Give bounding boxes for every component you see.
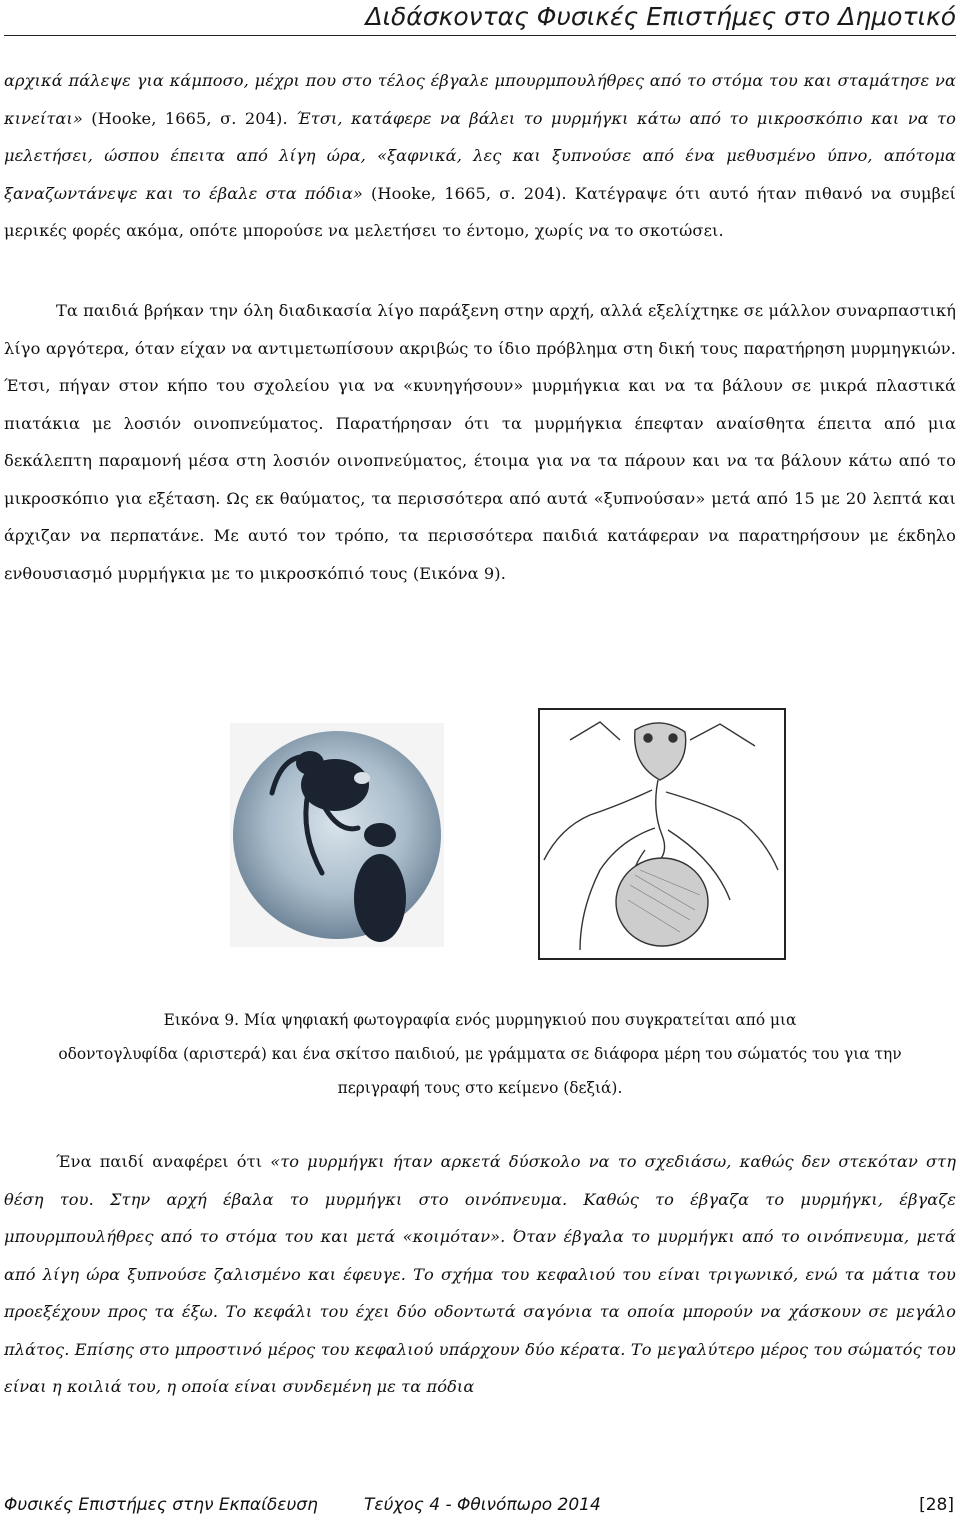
quote-text: Έτσι, κατάφερε να βάλει το μυρμήγκι κάτω από το μικροσκόπιο και να το μελετήσει, ώσπου έπειτα από λίγη ώρα, «ξαφνικά, λες και ξυπνούσε από ένα μεθυσμένο ύπνο, απότομα ξαναζωντάνεψε και το έβαλε στα πόδια» bbox=[4, 108, 957, 203]
paragraph-children-observation: Τα παιδιά βρήκαν την όλη διαδικασία λίγο παράξενη στην αρχή, αλλά εξελίχτηκε σε μάλλον συναρπαστική λίγο αργότερα, όταν είχαν να αντιμετωπίσουν ακριβώς το ίδιο πρόβλημα στη δική τους παρατήρηση μυρμηγκιών. Έτσι, πήγαν στον κήπο του σχολείου για να «κυνηγήσουν» μυρμήγκια και να τα βάλουν σε μικρά πλαστικά πιατάκια με λοσιόν οινοπνεύματος. Παρατήρησαν ότι τα μυρμήγκια έπεφταν αναίσθητα έπειτα από μια δεκάλεπτη παραμονή μέσα στη λοσιόν οινοπνεύματος, έτοιμα για να τα πάρουν και να τα βάλουν κάτω από το μικροσκόπιο για εξέταση. Ως εκ θαύματος, τα περισσότερα από αυτά «ξυπνούσαν» μετά από 15 με 20 λεπτά και άρχιζαν να περπατάνε. Με αυτό τον τρόπο, τα περισσότερα παιδιά κατάφεραν να παρατηρήσουν με έκδηλο ενθουσιασμό μυρμήγκια με το μικροσκόπιό τους (Εικόνα 9). bbox=[4, 301, 956, 583]
quote-text: αρχικά πάλεψε για κάμποσο, μέχρι που στο τέλος έβγαλε μπουρμπουλήθρες από το στόμα του και σταμάτησε να κινείται» bbox=[4, 71, 956, 128]
footer-issue: Τεύχος 4 - Φθινόπωρο 2014 bbox=[364, 1495, 601, 1515]
caption-line: περιγραφή τους στο κείμενο (δεξιά). bbox=[337, 1079, 623, 1097]
footer-page-number: [28] bbox=[919, 1495, 954, 1515]
citation-text: (Hooke, 1665, σ. 204). bbox=[91, 108, 297, 128]
footer-journal-name: Φυσικές Επιστήμες στην Εκπαίδευση bbox=[4, 1495, 318, 1515]
figure-caption bbox=[4, 1003, 956, 1105]
running-header-title: Διδάσκοντας Φυσικές Επιστήμες στο Δημοτικό bbox=[4, 2, 956, 36]
ant-child-sketch bbox=[538, 708, 786, 960]
child-quote-text: «το μυρμήγκι ήταν αρκετά δύσκολο να το σχεδιάσω, καθώς δεν στεκόταν στη θέση του. Στην αρχή έβαλα το μυρμήγκι στο οινόπνευμα. Καθώς το έβγαζα το μυρμήγκι, έβγαζε μπουρμπουλήθρες από το στόμα του και μετά «κοιμόταν». Όταν έβγαλα το μυρμήγκι από το οινόπνευμα, μετά από λίγη ώρα ξυπνούσε ζαλισμένο και έφευγε. Το σχήμα του κεφαλιού του είναι τριγωνικό, ενώ τα μάτια του προεξέχουν προς τα έξω. Το κεφάλι του έχει δύο οδοντωτά σαγόνια τα οποία μπορούν να χάσκουν σε μεγάλο πλάτος. Επίσης στο μπροστινό μέρος του κεφαλιού υπάρχουν δύο κέρατα. Το μεγαλύτερο μέρος του σώματός του είναι η κοιλιά του, η οποία είναι συνδεμένη με τα πόδια bbox=[4, 1152, 956, 1396]
intro-text: Ένα παιδί αναφέρει ότι bbox=[56, 1152, 271, 1171]
caption-line: Εικόνα 9. Μία ψηφιακή φωτογραφία ενός μυρμηγκιού που συγκρατείται από μια bbox=[163, 1011, 797, 1029]
paragraph-hooke-quote bbox=[4, 62, 956, 250]
citation-text: (Hooke, 1665, σ. 204). Κατέγραψε ότι αυτό ήταν πιθανό να συμβεί μερικές φορές ακόμα, οπότε μπορούσε να μελετήσει το έντομο, χωρίς να το σκοτώσει. bbox=[4, 183, 956, 240]
ant-microscope-photo bbox=[230, 723, 444, 947]
paragraph-child-account bbox=[4, 1143, 956, 1406]
caption-line: οδοντογλυφίδα (αριστερά) και ένα σκίτσο παιδιού, με γράμματα σε διάφορα μέρη του σώματός του για την bbox=[58, 1045, 902, 1063]
